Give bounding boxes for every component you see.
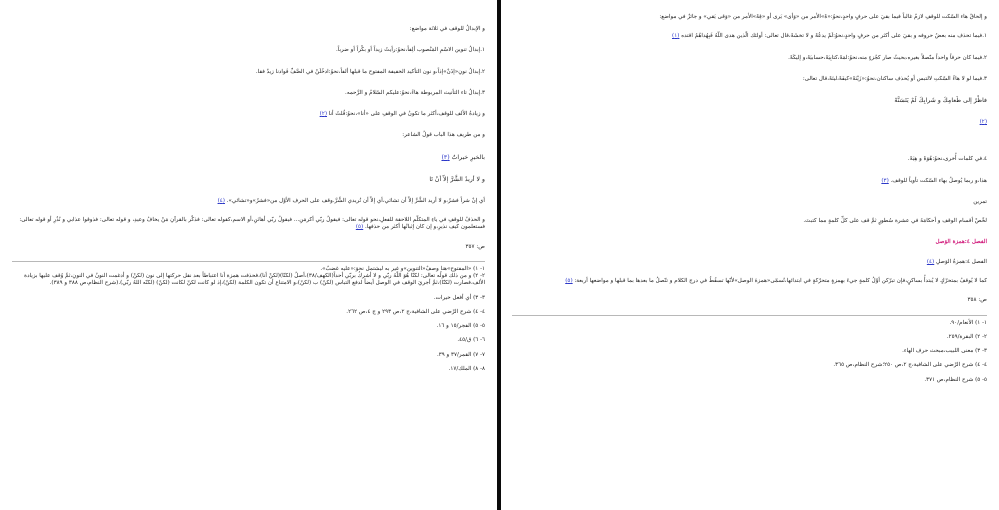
paragraph: ٤.في كلمات أُخرى،نحوُ:هُوَهْ و هِيَهْ. <box>907 156 987 163</box>
paragraph: ١.فيما تحذف منه بعضُ حروفه و بقيَ على أكثر من حرفٍ واحدٍ،نحوُ:لَمْ يدعُهْ و لا تخشَهْ،قال تعالى: أولئك الّذين هدى اللّهُ فَبِهُداهُمُ اقتده (١) <box>672 33 987 40</box>
paragraph: لخّصْ أقسام الوقف و أحكامَهُ في عشرة سُطورٍ ثمَّ قف على كلِّ كلمةٍ مما كتبتَ. <box>803 218 987 225</box>
footnote: ٥- ٥) شرح النظام،ص ٣٧١. <box>924 376 987 383</box>
footnote: ٢- ٢) البقرة/٢٥٩. <box>946 333 987 340</box>
footnote: ٦- ٦) ق/٤٥. <box>457 337 485 344</box>
footnote: ٧- ٧) القمر/٣٧ و ٣٩. <box>436 351 485 358</box>
footnote: ٣- ٣) معنى اللبيب،مبحث حرف الهاء. <box>902 348 987 355</box>
footnote: ٢- ٢) و من ذلك قولُه تعالى: لكنّا هُوَ اللّهُ ربّي و لا أشركُ بربّي أحداً(الكهف/٣٨)،أصلُ (لكنّا)(لكنْ أنا)،فحذفت همزة أنا اعتباطاً بعد نقل حركتها إلى نون (لكنْ) و أدغمت النونُ في النونِ،ثمَّ وُقف عليها بزيادة الألف،فصارت (لكنّا)،ثمَّ أجريَ الوقف في الوصل أيضاً لدفع التباس (لكنّ) ب (لكنّ)،و الامتناع أن تكون الكلمة (لكنّ)،إذ لو كانت لكنّ لكانت (لكنّ) (لكنّه اللهُ ربّي).(شرح النظام،ص ٣٨٨ و ٣٨٩). <box>24 273 485 287</box>
poem-verse: و لا أريدُ الشَّرَّ إلاّ أنْ تَا <box>429 175 485 183</box>
paragraph: هذا،و ربما يُوصلُ بهاء السّكت تأوياً للوقف. (٣) <box>881 177 987 184</box>
paragraph: الفصل ٤:همزةُ الوَصلِ (٤) <box>926 258 987 265</box>
page-number: ص: ٣٥٧ <box>465 243 485 250</box>
left-page <box>0 0 497 510</box>
exercise-title: تمرين <box>973 198 987 205</box>
footnote: ٨- ٨) الملك/١٧. <box>448 365 485 372</box>
page-number: ص: ٣٥٨ <box>967 297 987 304</box>
footnote-link[interactable]: (٢) <box>319 111 328 118</box>
footnote-link[interactable]: (٤) <box>926 258 935 265</box>
footnote: ١- ١) «المفتوح»هنا وصفٌ«التنوين»و غير به ليشتمل نحوَ:«عليه غضبٌ». <box>320 265 485 272</box>
footnote-link[interactable]: (٣) <box>441 153 450 161</box>
section-heading: الفصل ٤:همزة الوَصل <box>935 239 987 246</box>
footnote-link[interactable]: (٥) <box>565 277 573 284</box>
poem-verse: بالخيرِ خيراتٌ (٣) <box>441 153 485 161</box>
paragraph: ٢.إبدالُ نونِ«إذَنْ»إذاً،و نون التأكيد الخفيفة المفتوح ما قبلها ألفاً،نحوُ:ادخُلَنْ في الصَّفِّ فَوادنا زيدٌ فقا. <box>255 68 485 75</box>
paragraph: أي إنْ شراً فشرٌ،و لا أريد الشَّرَّ إلاّ أن تشائي،أي إلاّ أن تُريدي الشَّرَّ.وقف على الحرف الأوّل من«فشرٌ»و«تشائي». (٤) <box>217 197 485 204</box>
footnote-separator <box>512 315 987 316</box>
footnote: ٣- ٣) أي أفعل خيرات. <box>433 294 485 301</box>
paragraph: ٣.إبدالُ تاء التأنيث المربوطة هاءً،نحوُ:عليكم السّلامُ و الرَّحمه. <box>345 89 485 96</box>
footnotes <box>12 266 485 373</box>
footnote: ٤- ٤) شرح الرّضي على الشافية،ج ٢،ص ٢٥٠؛شرح النظام،ص ٣٦٥. <box>833 362 987 369</box>
footnote-separator <box>12 261 485 262</box>
footnote: ٥- ٥) الفجر/١٥ و ١٦. <box>436 323 485 330</box>
paragraph: كما لا يُوقفُ بمتحرّكٍ لا يُبتدأُ بساكنٍ،فإن تبرّكن أوّلُ كلمةٍ جيءَ بهمزةٍ متحرّكةٍ في ابتدائها،تُسمّى«همزةَ الوصل»لأنّها تسقُطُ في درج الكلام و تتّصلُ ما بعدها بما قبلها و مواضعها أربعة: (٥) <box>565 277 987 284</box>
footnote-link[interactable]: (٣) <box>881 177 889 184</box>
footnote: ٤- ٤) شرح الرّضي على الشافية،ج ٢،ص ٢٩٣ و ج ٤،ص ٢٦٢. <box>346 308 485 315</box>
paragraph: و إلحاقُ هاء السّكت للوقفِ لازمٌ غالباً فيما بقيَ على حرفٍ واحدٍ،نحوُ:«هْ»الأمر من «وَأى» يَرى أو «قِهْ»الأمر من «وَقى يَقي» و جائزٌ في مواضع: <box>659 14 987 20</box>
paragraph <box>512 119 987 126</box>
paragraph: و الإبدالُ للوقف في ثلاثة مواضع: <box>409 26 485 32</box>
paragraph: ٢.فيما كان حرفاً واحداً متّصلاً بغيره،بحيثُ صار كجُزءٍ منه،نحوُ:لمَهْ،كتابِيَهْ،حسابيَهْ،و إليكَهْ. <box>788 54 987 61</box>
footnote-link[interactable]: (٢) <box>979 119 987 126</box>
quran-verse: فاظْرُ إلى طَعامِكَ و شَرابِكَ لَمْ يَتَسَنَّهْ <box>894 97 987 105</box>
footnote-link[interactable]: (٤) <box>217 197 225 204</box>
page-divider <box>497 0 501 510</box>
paragraph: و الحذفُ للوقفِ في ياءِ المتكلّم اللاحقة للفعلِ،نحو قوله تعالى: فيقولُ ربّي أكرمَنِ... فيقولُ ربّي أهانَنِ،أو الاسم،كقوله تعالى: فذكّر بالقرآنِ مَنْ يخافُ وعيدِ، و قوله تعالى: فذوقوا عذابي و نُذُرِ أو قوله تعالى: فستعلمون كيف نذيرِ،و إن كان إثباتُها أكثر من حذفها. (٥) <box>19 216 485 231</box>
footnote: ١- ١) الأنعام/٩٠. <box>949 319 987 326</box>
paragraph: ٣.فيما لو لا هاءُ السّكتِ لالتبس أو يُحذف ساكنان،نحوُ:«زَيْنَهْ»كيفَهْ،ليتَهْ،قال تعالى: <box>802 75 987 82</box>
paragraph: و من طريف هذا الباب قولُ الشاعر: <box>402 132 485 139</box>
footnotes <box>512 320 987 384</box>
footnote-link[interactable]: (٥) <box>355 224 364 231</box>
paragraph: ١.إبدالُ تنوين الاسْمِ المَنْصوب ألِفاً،نحوُ:رأيتُ زيداً أو بكْراً أو ضرباً. <box>335 47 485 54</box>
right-page <box>502 0 999 510</box>
footnote-link[interactable]: (١) <box>672 33 680 40</box>
paragraph: و زيادةُ الألف للوقف،أكثر ما تكونُ في الوقفِ على «أنا»،نحوُ:قُلتُ أنا (٢) <box>319 111 485 118</box>
